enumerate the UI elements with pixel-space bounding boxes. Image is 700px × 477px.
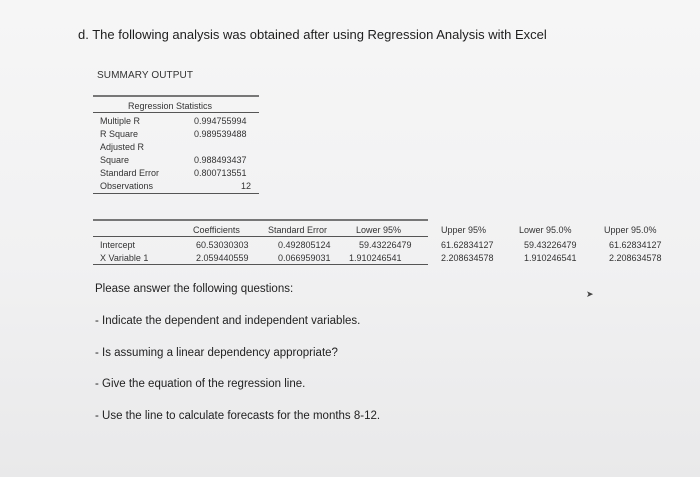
regression-statistics-header: Regression Statistics: [128, 101, 213, 111]
table-top-rule: [93, 95, 259, 97]
stat-label: Standard Error: [100, 168, 160, 178]
table-cell: 59.43226479: [359, 240, 412, 250]
column-header: Standard Error: [268, 225, 328, 235]
row-label: Intercept: [100, 240, 136, 250]
stat-label: R Square: [100, 129, 139, 139]
stat-value: 12: [241, 181, 252, 191]
stat-label: Observations: [100, 181, 154, 191]
table-cell: 1.910246541: [349, 253, 402, 263]
table-cell: 2.208634578: [441, 253, 494, 263]
table-cell: 2.208634578: [609, 253, 662, 263]
stat-value: 0.989539488: [194, 129, 247, 139]
column-header: Lower 95%: [356, 225, 402, 235]
table-cell: 0.492805124: [278, 240, 331, 250]
question-item: - Give the equation of the regression line.: [95, 378, 306, 390]
stat-value: 0.994755994: [194, 116, 247, 126]
stat-label: Square: [100, 155, 130, 165]
stat-label: Multiple R: [100, 116, 141, 126]
row-label: X Variable 1: [100, 253, 149, 263]
coef-bottom-rule: [93, 264, 428, 265]
table-cell: 1.910246541: [524, 253, 577, 263]
question-item: - Indicate the dependent and independent variables.: [95, 315, 361, 327]
table-cell: 61.62834127: [441, 240, 494, 250]
table-cell: 60.53030303: [196, 240, 249, 250]
stat-value: 0.988493437: [194, 155, 247, 165]
column-header: Coefficients: [193, 225, 240, 235]
question-item: - Use the line to calculate forecasts for the months 8-12.: [95, 410, 381, 422]
column-header: Upper 95%: [441, 225, 487, 235]
questions-intro: Please answer the following questions:: [95, 283, 294, 295]
table-cell: 61.62834127: [609, 240, 662, 250]
stat-value: 0.800713551: [194, 168, 247, 178]
column-header: Upper 95.0%: [604, 225, 657, 235]
table-cell: 2.059440559: [196, 253, 249, 263]
table-cell: 0.066959031: [278, 253, 331, 263]
table-cell: 59.43226479: [524, 240, 577, 250]
column-header: Lower 95.0%: [519, 225, 572, 235]
coef-top-rule: [93, 219, 428, 221]
stat-label: Adjusted R: [100, 142, 145, 152]
coef-header-rule: [93, 236, 428, 237]
question-item: - Is assuming a linear dependency appropriate?: [95, 347, 338, 359]
table-bottom-rule: [93, 193, 259, 194]
question-title: d. The following analysis was obtained after using Regression Analysis with Excel: [78, 27, 547, 42]
mouse-pointer-icon: ➤: [586, 289, 594, 299]
header-rule: [93, 112, 259, 113]
summary-output-label: SUMMARY OUTPUT: [97, 70, 194, 81]
